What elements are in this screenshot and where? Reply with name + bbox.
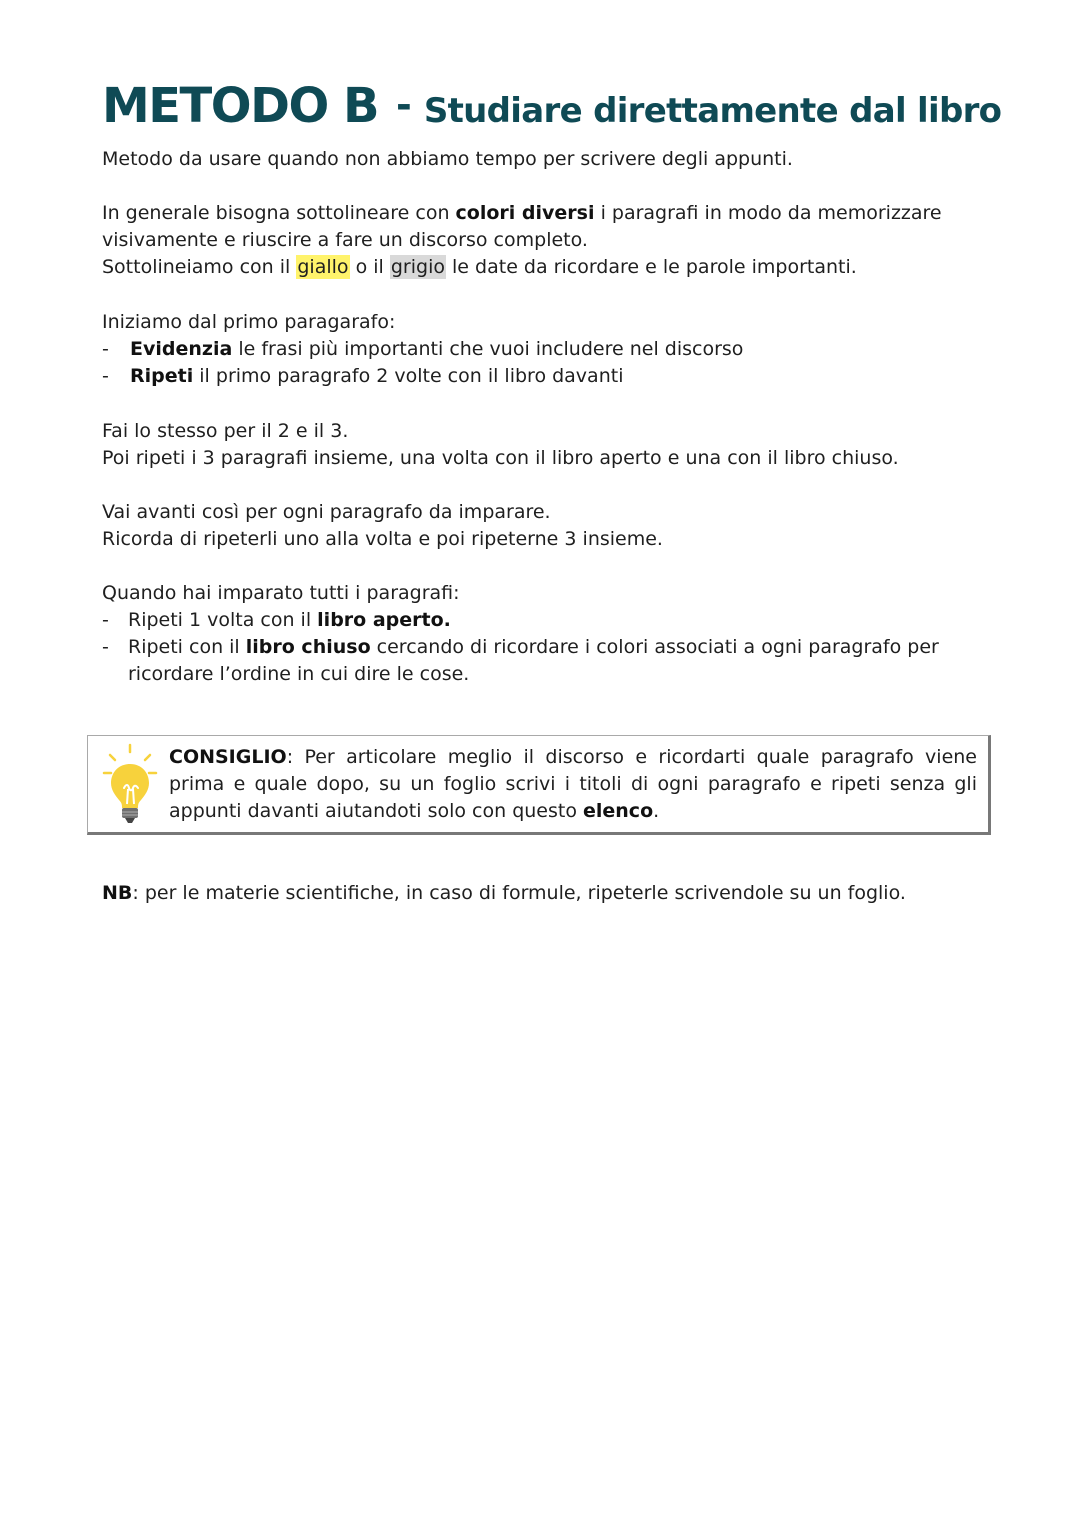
colors-diverse-bold: colori diversi	[455, 202, 595, 224]
list-dash: -	[102, 609, 109, 631]
tip-colon: :	[286, 746, 294, 768]
list-item-after: cercando di ricordare i colori associati a ogni paragrafo per ricordare l’ordine in cui dire le cose.	[128, 636, 939, 685]
intro-text: Metodo da usare quando non abbiamo tempo per scrivere degli appunti.	[102, 148, 793, 170]
grey-highlight: grigio	[390, 256, 445, 278]
tip-period: .	[653, 800, 660, 822]
tip-text	[169, 744, 977, 825]
tip-bold-end: elenco	[583, 800, 654, 822]
list-item	[102, 336, 982, 363]
list-item-before: Ripeti con il	[128, 636, 240, 658]
general-before: In generale bisogna sottolineare con	[102, 202, 450, 224]
all-learned-intro: Quando hai imparato tutti i paragrafi:	[102, 582, 460, 604]
first-paragraph-intro: Iniziamo dal primo paragarafo:	[102, 311, 396, 333]
tip-box	[87, 735, 991, 835]
title-main: METODO B	[102, 78, 379, 134]
title-dash: -	[396, 83, 412, 127]
list-item-wrapped	[128, 634, 980, 688]
same-line-1: Fai lo stesso per il 2 e il 3.	[102, 420, 349, 442]
continue-line-2: Ricorda di ripeterli uno alla volta e poi ripeterne 3 insieme.	[102, 528, 663, 550]
note-line	[102, 880, 982, 907]
list-item-bold: libro chiuso	[245, 636, 371, 658]
highlight-text-b: o il	[355, 256, 384, 278]
lightbulb-icon	[98, 742, 158, 828]
list-dash: -	[102, 636, 109, 658]
list-item-bold: Evidenzia	[130, 338, 233, 360]
list-item-before: Ripeti 1 volta con il	[128, 609, 312, 631]
note-text: : per le materie scientifiche, in caso di formule, ripeterle scrivendole su un foglio.	[132, 882, 906, 904]
list-item-bold: Ripeti	[130, 365, 194, 387]
general-line-1	[102, 200, 982, 227]
list-item-bold: libro aperto.	[317, 609, 451, 631]
list-item-text: le frasi più importanti che vuoi includere nel discorso	[238, 338, 744, 360]
general-after: i paragrafi in modo da memorizzare	[600, 202, 942, 224]
list-item-text: il primo paragrafo 2 volte con il libro davanti	[199, 365, 624, 387]
tip-body: Per articolare meglio il discorso e ricordarti quale paragrafo viene prima e quale dopo, su un foglio scrivi i titoli di ogni paragrafo e ripeti senza gli appunti davanti aiutandoti solo con questo	[169, 746, 977, 822]
general-line-2: visivamente e riuscire a fare un discorso completo.	[102, 229, 588, 251]
same-line-2: Poi ripeti i 3 paragrafi insieme, una volta con il libro aperto e una con il libro chiuso.	[102, 447, 899, 469]
note-label: NB	[102, 882, 133, 904]
list-item	[102, 607, 982, 634]
title-subtitle: Studiare direttamente dal libro	[423, 91, 1002, 131]
list-item	[102, 634, 982, 688]
list-dash: -	[102, 365, 109, 387]
list-dash: -	[102, 338, 109, 360]
yellow-highlight: giallo	[297, 256, 349, 278]
list-item	[102, 363, 982, 390]
tip-label: CONSIGLIO	[169, 746, 287, 768]
highlight-text-a: Sottolineiamo con il	[102, 256, 291, 278]
continue-line-1: Vai avanti così per ogni paragrafo da imparare.	[102, 501, 551, 523]
highlight-text-c: le date da ricordare e le parole importanti.	[452, 256, 857, 278]
page-title	[102, 78, 1002, 134]
highlight-line	[102, 254, 982, 281]
